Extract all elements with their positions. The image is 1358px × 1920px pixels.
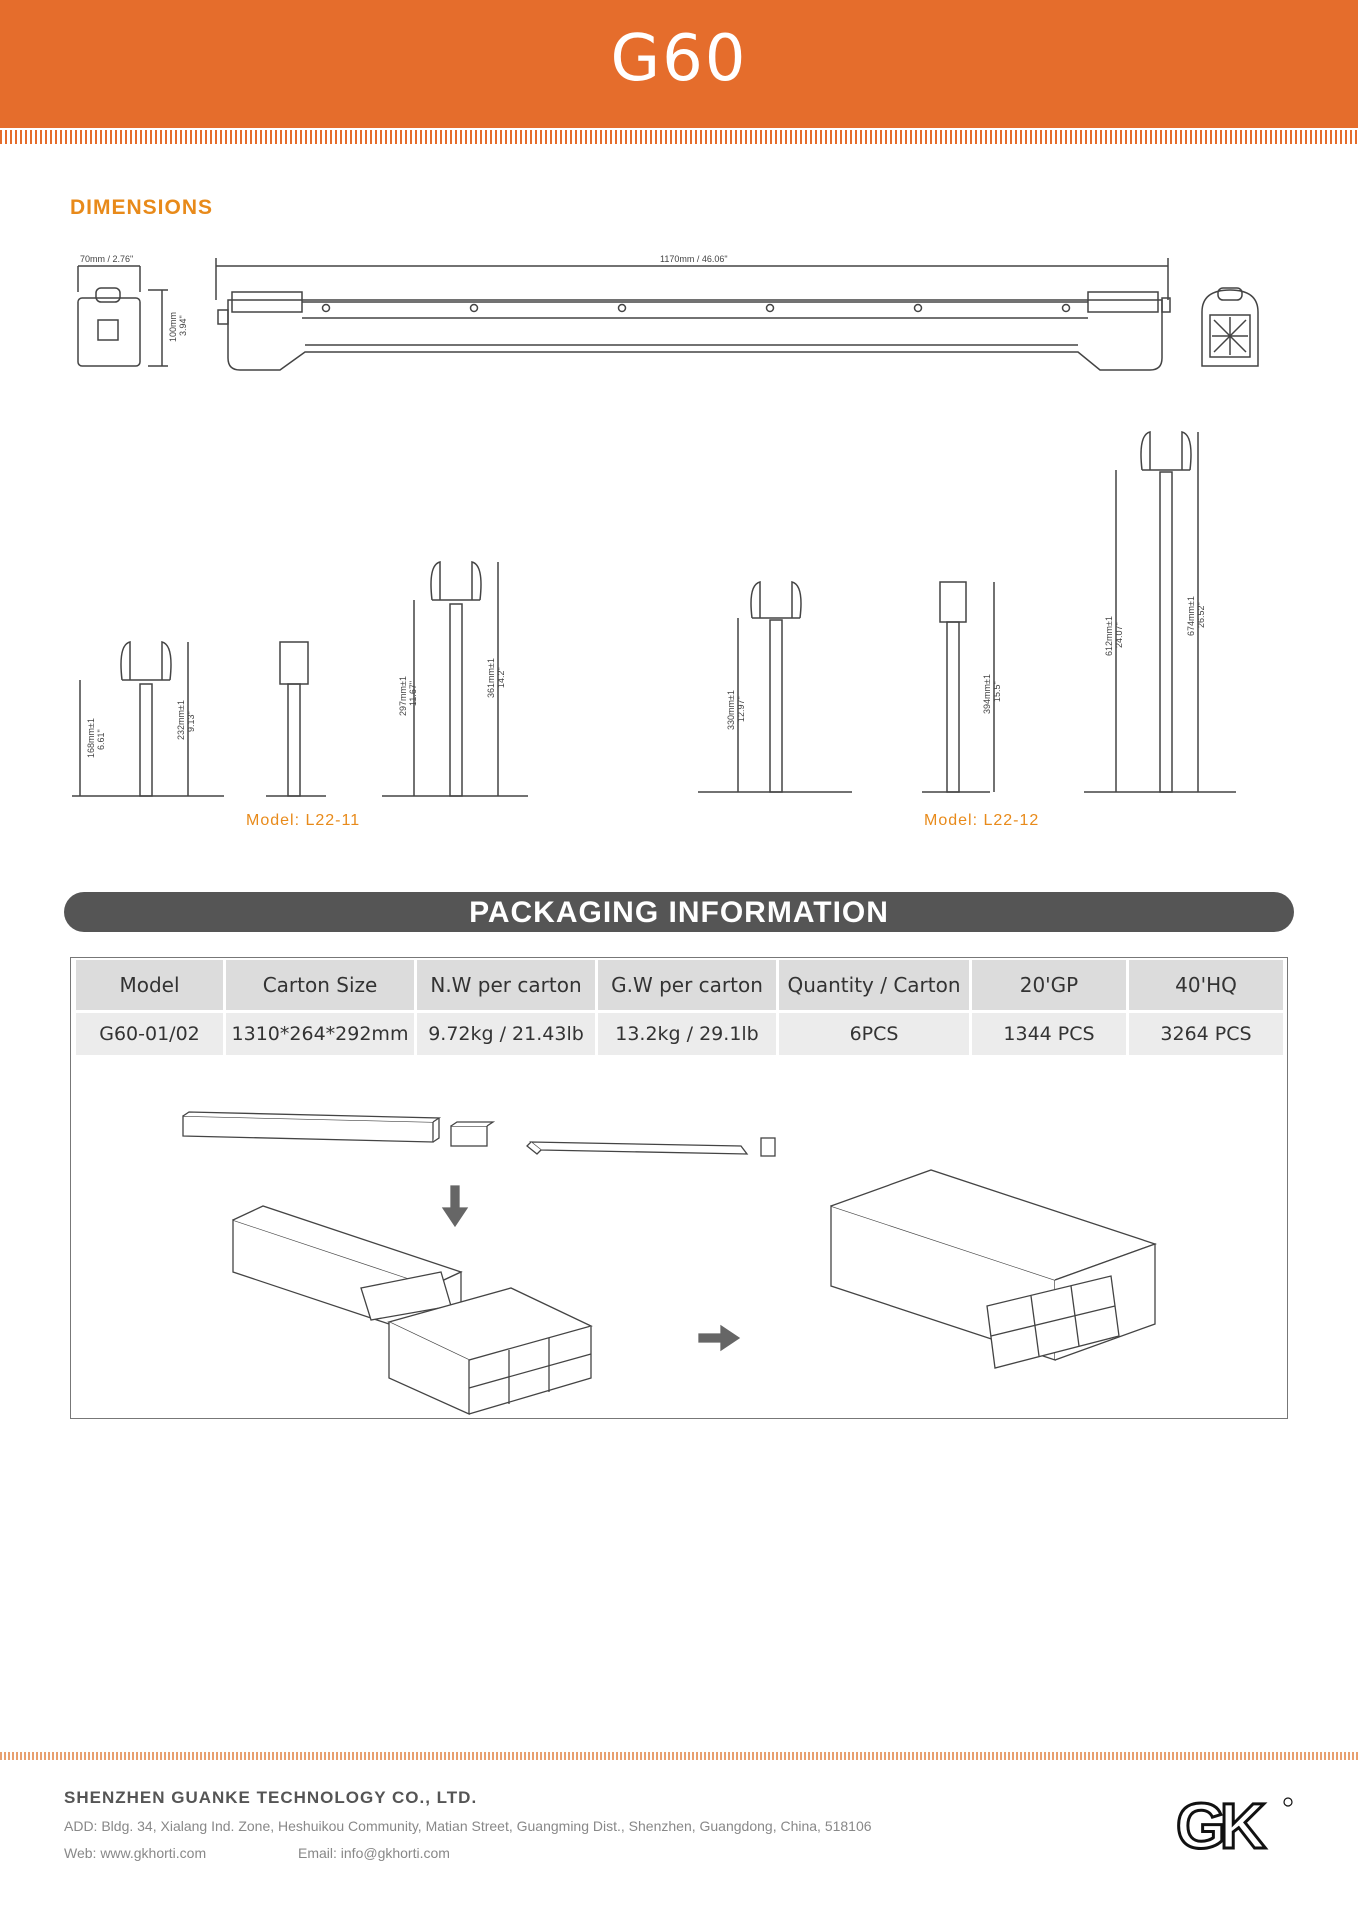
- column-header: Carton Size: [226, 960, 414, 1010]
- company-address: ADD: Bldg. 34, Xialang Ind. Zone, Heshuikou Community, Matian Street, Guangming Dist., Shenzhen, Guangdong, China, 518106: [64, 1818, 872, 1834]
- measure-text: 168mm±1: [86, 718, 96, 758]
- length-dimension-text: 1170mm / 46.06": [660, 254, 728, 264]
- end-view-front: [78, 266, 168, 366]
- table-cell: 9.72kg / 21.43lb: [417, 1010, 595, 1055]
- measure-text: 14.2": [496, 667, 506, 688]
- company-logo: [1176, 1790, 1296, 1860]
- column-header: Model: [76, 960, 223, 1010]
- column-header: 40'HQ: [1129, 960, 1283, 1010]
- measure-text: 612mm±1: [1104, 616, 1114, 656]
- model-label-l22-11: Model: L22-11: [246, 812, 361, 829]
- website-link[interactable]: Web: www.gkhorti.com: [64, 1845, 207, 1861]
- measure-text: 297mm±1: [398, 676, 408, 716]
- measure-text: 26.52": [1196, 602, 1206, 628]
- measure-text: 11.67": [408, 680, 418, 706]
- page-title: G60: [610, 22, 748, 96]
- measure-text: 15.5": [992, 681, 1002, 702]
- measure-text: 674mm±1: [1186, 596, 1196, 636]
- measure-text: 6.61": [96, 729, 106, 750]
- packaging-box: [70, 957, 1288, 1419]
- dimension-drawing: [0, 0, 1358, 860]
- measure-text: 361mm±1: [486, 658, 496, 698]
- hanger-l22-12-short: [698, 582, 852, 792]
- end-view-rear: [1202, 288, 1258, 366]
- measure-text: 394mm±1: [982, 674, 992, 714]
- model-label-l22-12: Model: L22-12: [924, 812, 1040, 829]
- width-dimension-text: 70mm / 2.76": [80, 254, 134, 264]
- column-header: Quantity / Carton: [779, 960, 969, 1010]
- logo-text: GK: [1176, 1790, 1260, 1860]
- height-mm-text: 100mm: [168, 311, 178, 342]
- company-name: SHENZHEN GUANKE TECHNOLOGY CO., LTD.: [64, 1788, 478, 1807]
- table-cell: 1310*264*292mm: [226, 1010, 414, 1055]
- email-link[interactable]: Email: info@gkhorti.com: [298, 1845, 450, 1861]
- measure-text: 9.13": [186, 711, 196, 732]
- measure-text: 12.97": [736, 696, 746, 722]
- packaging-title-bar: [64, 892, 1294, 932]
- measure-text: 24.07": [1114, 622, 1124, 648]
- packaging-title: PACKAGING INFORMATION: [469, 896, 889, 929]
- measure-text: 232mm±1: [176, 700, 186, 740]
- table-cell: G60-01/02: [76, 1010, 223, 1055]
- footer-tick-strip: [0, 1752, 1358, 1760]
- hanger-l22-12-tall: [1084, 432, 1236, 792]
- table-cell: 3264 PCS: [1129, 1010, 1283, 1055]
- table-cell: 1344 PCS: [972, 1010, 1126, 1055]
- table-cell: 13.2kg / 29.1lb: [598, 1010, 776, 1055]
- measure-text: 330mm±1: [726, 690, 736, 730]
- height-in-text: 3.94": [178, 315, 188, 336]
- column-header: N.W per carton: [417, 960, 595, 1010]
- column-header: G.W per carton: [598, 960, 776, 1010]
- packing-illustration: [71, 958, 1287, 1418]
- hanger-l22-11-side: [266, 642, 326, 796]
- fixture-side-view: [216, 258, 1170, 370]
- dimensions-label: DIMENSIONS: [70, 196, 214, 219]
- table-cell: 6PCS: [779, 1010, 969, 1055]
- column-header: 20'GP: [972, 960, 1126, 1010]
